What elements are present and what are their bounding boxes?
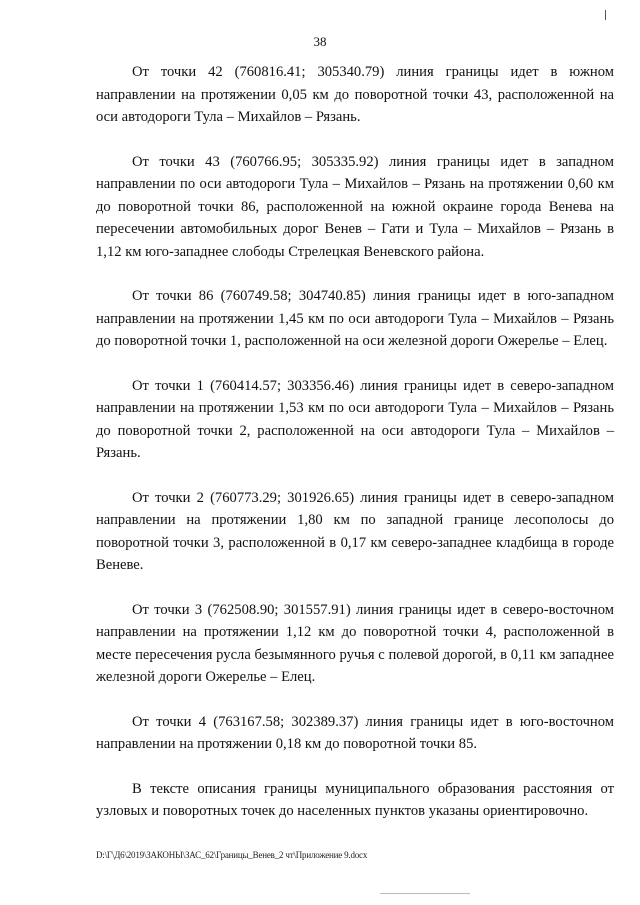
paragraph-point-43: От точки 43 (760766.95; 305335.92) линия границы идет в западном направлении по оси автодороги Тула – Михайлов – Рязань на протяжении 0,60 км до поворотной точки 86, расположенной на южной окраине города Венева на пересечении автомобильных дорог Венев – Гати и Тула – Михайлов – Рязань в 1,12 км юго-западнее слободы Стрелецкая Веневского района.: [96, 153, 614, 260]
page-number: 38: [313, 34, 327, 49]
paragraph-point-2: От точки 2 (760773.29; 301926.65) линия границы идет в северо-западном направлении на протяжении 1,80 км по западной границе лесополосы до поворотной точки 3, расположенной в 0,17 км северо-западнее кладбища в городе Веневе.: [96, 489, 614, 573]
paragraph-point-86: От точки 86 (760749.58; 304740.85) линия границы идет в юго-западном направлении на протяжении 1,45 км по оси автодороги Тула – Михайлов – Рязань до поворотной точки 1, расположенной на оси железной дороги Ожерелье – Елец.: [96, 288, 614, 349]
paragraph-closing-note: В тексте описания границы муниципального образования расстояния от узловых и поворотных точек до населенных пунктов указаны ориентировочно.: [96, 780, 614, 819]
scan-artifact-mark: [605, 10, 606, 20]
paragraph-point-1: От точки 1 (760414.57; 303356.46) линия границы идет в северо-западном направлении на протяжении 1,53 км по оси автодороги Тула – Михайлов – Рязань до поворотной точки 2, расположенной на оси автодороги Тула – Михайлов – Рязань.: [96, 377, 614, 461]
paragraph-point-3: От точки 3 (762508.90; 301557.91) линия границы идет в северо-восточном направлении на протяжении 1,12 км до поворотной точки 4, расположенной в месте пересечения русла безымянного ручья с полевой дорогой, в 0,11 км западнее железной дороги Ожерелье – Елец.: [96, 601, 614, 685]
paragraph-point-4: От точки 4 (763167.58; 302389.37) линия границы идет в юго-восточном направлении на протяжении 0,18 км до поворотной точки 85.: [96, 713, 614, 752]
document-body: [96, 61, 614, 845]
paragraph-point-42: От точки 42 (760816.41; 305340.79) линия границы идет в южном направлении на протяжении 0,05 км до поворотной точки 43, расположенной на оси автодороги Тула – Михайлов – Рязань.: [96, 64, 614, 125]
footer-file-path: D:\Г\Д6\2019\ЗАКОНЫ\ЗАС_62\Границы_Венев_2 чт\Приложение 9.docx: [96, 850, 368, 860]
scan-artifact-mark: [380, 893, 470, 894]
